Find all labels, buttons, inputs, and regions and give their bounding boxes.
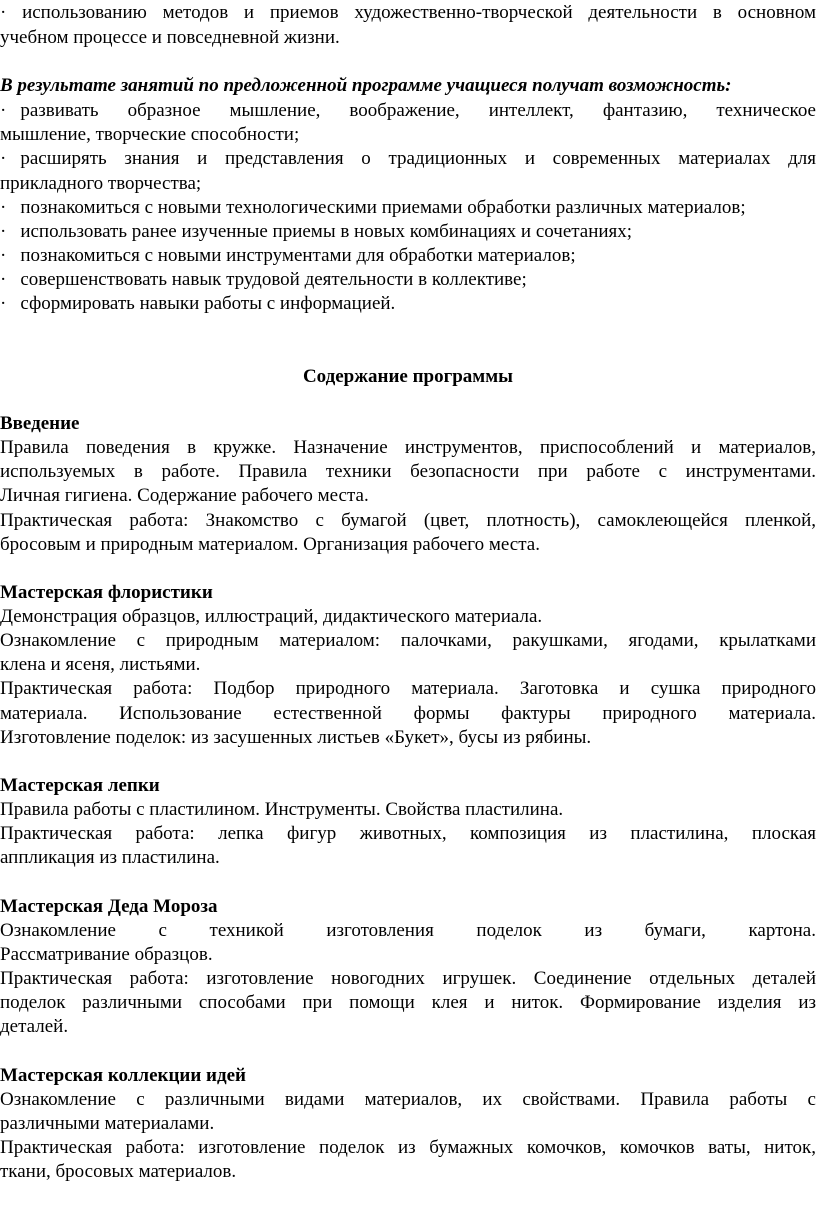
bullet-item — [0, 148, 816, 170]
subsection-title: Мастерская коллекции идей — [0, 1065, 246, 1086]
paragraph-line: Ознакомление с различными видами материалов, их свойствами. Правила работы с — [0, 1089, 816, 1110]
paragraph-line: Правила поведения в кружке. Назначение инструментов, приспособлений и материалов, — [0, 437, 816, 458]
bullet-item — [0, 245, 816, 267]
bullet-item — [0, 221, 816, 243]
subsection-title: Мастерская лепки — [0, 775, 160, 796]
bullet-text: использовать ранее изученные приемы в новых комбинациях и сочетаниях; — [20, 221, 633, 242]
paragraph-line: используемых в работе. Правила техники безопасности при работе с инструментами. — [0, 461, 816, 482]
bullet-marker: · — [0, 197, 7, 218]
paragraph-line: Демонстрация образцов, иллюстраций, дидактического материала. — [0, 606, 543, 627]
bullet-text: прикладного творчества; — [0, 173, 202, 194]
paragraph-line: Практическая работа: изготовление новогодних игрушек. Соединение отдельных деталей — [0, 968, 816, 989]
bullet-text: сформировать навыки работы с информацией. — [20, 293, 396, 314]
bullet-marker: · — [0, 148, 7, 169]
paragraph-line: Рассматривание образцов. — [0, 944, 213, 965]
paragraph-line: Практическая работа: изготовление поделок из бумажных комочков, комочков ваты, ниток, — [0, 1137, 816, 1158]
intro-line: · использованию методов и приемов художественно-творческой деятельности в основном — [0, 2, 816, 23]
paragraph-line: Правила работы с пластилином. Инструменты. Свойства пластилина. — [0, 799, 564, 820]
paragraph-line: ткани, бросовых материалов. — [0, 1161, 237, 1182]
paragraph-line: Личная гигиена. Содержание рабочего места. — [0, 485, 369, 506]
paragraph-line: клена и ясеня, листьями. — [0, 654, 201, 675]
paragraph-line: Изготовление поделок: из засушенных листьев «Букет», бусы из рябины. — [0, 727, 592, 748]
bullet-item — [0, 197, 816, 219]
bullet-marker: · — [0, 100, 7, 121]
bullet-item — [0, 293, 816, 315]
paragraph-line: аппликация из пластилина. — [0, 847, 220, 868]
intro-line: учебном процессе и повседневной жизни. — [0, 27, 340, 48]
bullet-item — [0, 100, 816, 122]
subsection-title: Мастерская флористики — [0, 582, 213, 603]
subsection-title: Мастерская Деда Мороза — [0, 896, 218, 917]
section-title: Содержание программы — [302, 366, 514, 387]
bullet-text: познакомиться с новыми технологическими приемами обработки различных материалов; — [20, 197, 746, 218]
bullet-text: развивать образное мышление, воображение, интеллект, фантазию, техническое — [20, 100, 816, 121]
paragraph-line: Ознакомление с природным материалом: палочками, ракушками, ягодами, крылатками — [0, 630, 816, 651]
bullet-text: мышление, творческие способности; — [0, 124, 300, 145]
results-heading: В результате занятий по предложенной программе учащиеся получат возможность: — [0, 75, 732, 96]
paragraph-line: деталей. — [0, 1016, 69, 1037]
bullet-marker: · — [0, 245, 7, 266]
bullet-marker: · — [0, 293, 7, 314]
paragraph-line: Ознакомление с техникой изготовления поделок из бумаги, картона. — [0, 920, 816, 941]
paragraph-line: бросовым и природным материалом. Организация рабочего места. — [0, 534, 540, 555]
bullet-item — [0, 269, 816, 291]
bullet-marker: · — [0, 221, 7, 242]
subsection-title: Введение — [0, 413, 80, 434]
bullet-text: расширять знания и представления о традиционных и современных материалах для — [20, 148, 816, 169]
paragraph-line: различными материалами. — [0, 1113, 215, 1134]
paragraph-line: Практическая работа: лепка фигур животных, композиция из пластилина, плоская — [0, 823, 816, 844]
paragraph-line: Практическая работа: Подбор природного материала. Заготовка и сушка природного — [0, 678, 816, 699]
paragraph-line: поделок различными способами при помощи клея и ниток. Формирование изделия из — [0, 992, 816, 1013]
paragraph-line: материала. Использование естественной формы фактуры природного материала. — [0, 703, 816, 724]
paragraph-line: Практическая работа: Знакомство с бумагой (цвет, плотность), самоклеющейся пленкой, — [0, 510, 816, 531]
bullet-text: познакомиться с новыми инструментами для обработки материалов; — [20, 245, 576, 266]
bullet-marker: · — [0, 269, 7, 290]
bullet-text: совершенствовать навык трудовой деятельности в коллективе; — [20, 269, 527, 290]
